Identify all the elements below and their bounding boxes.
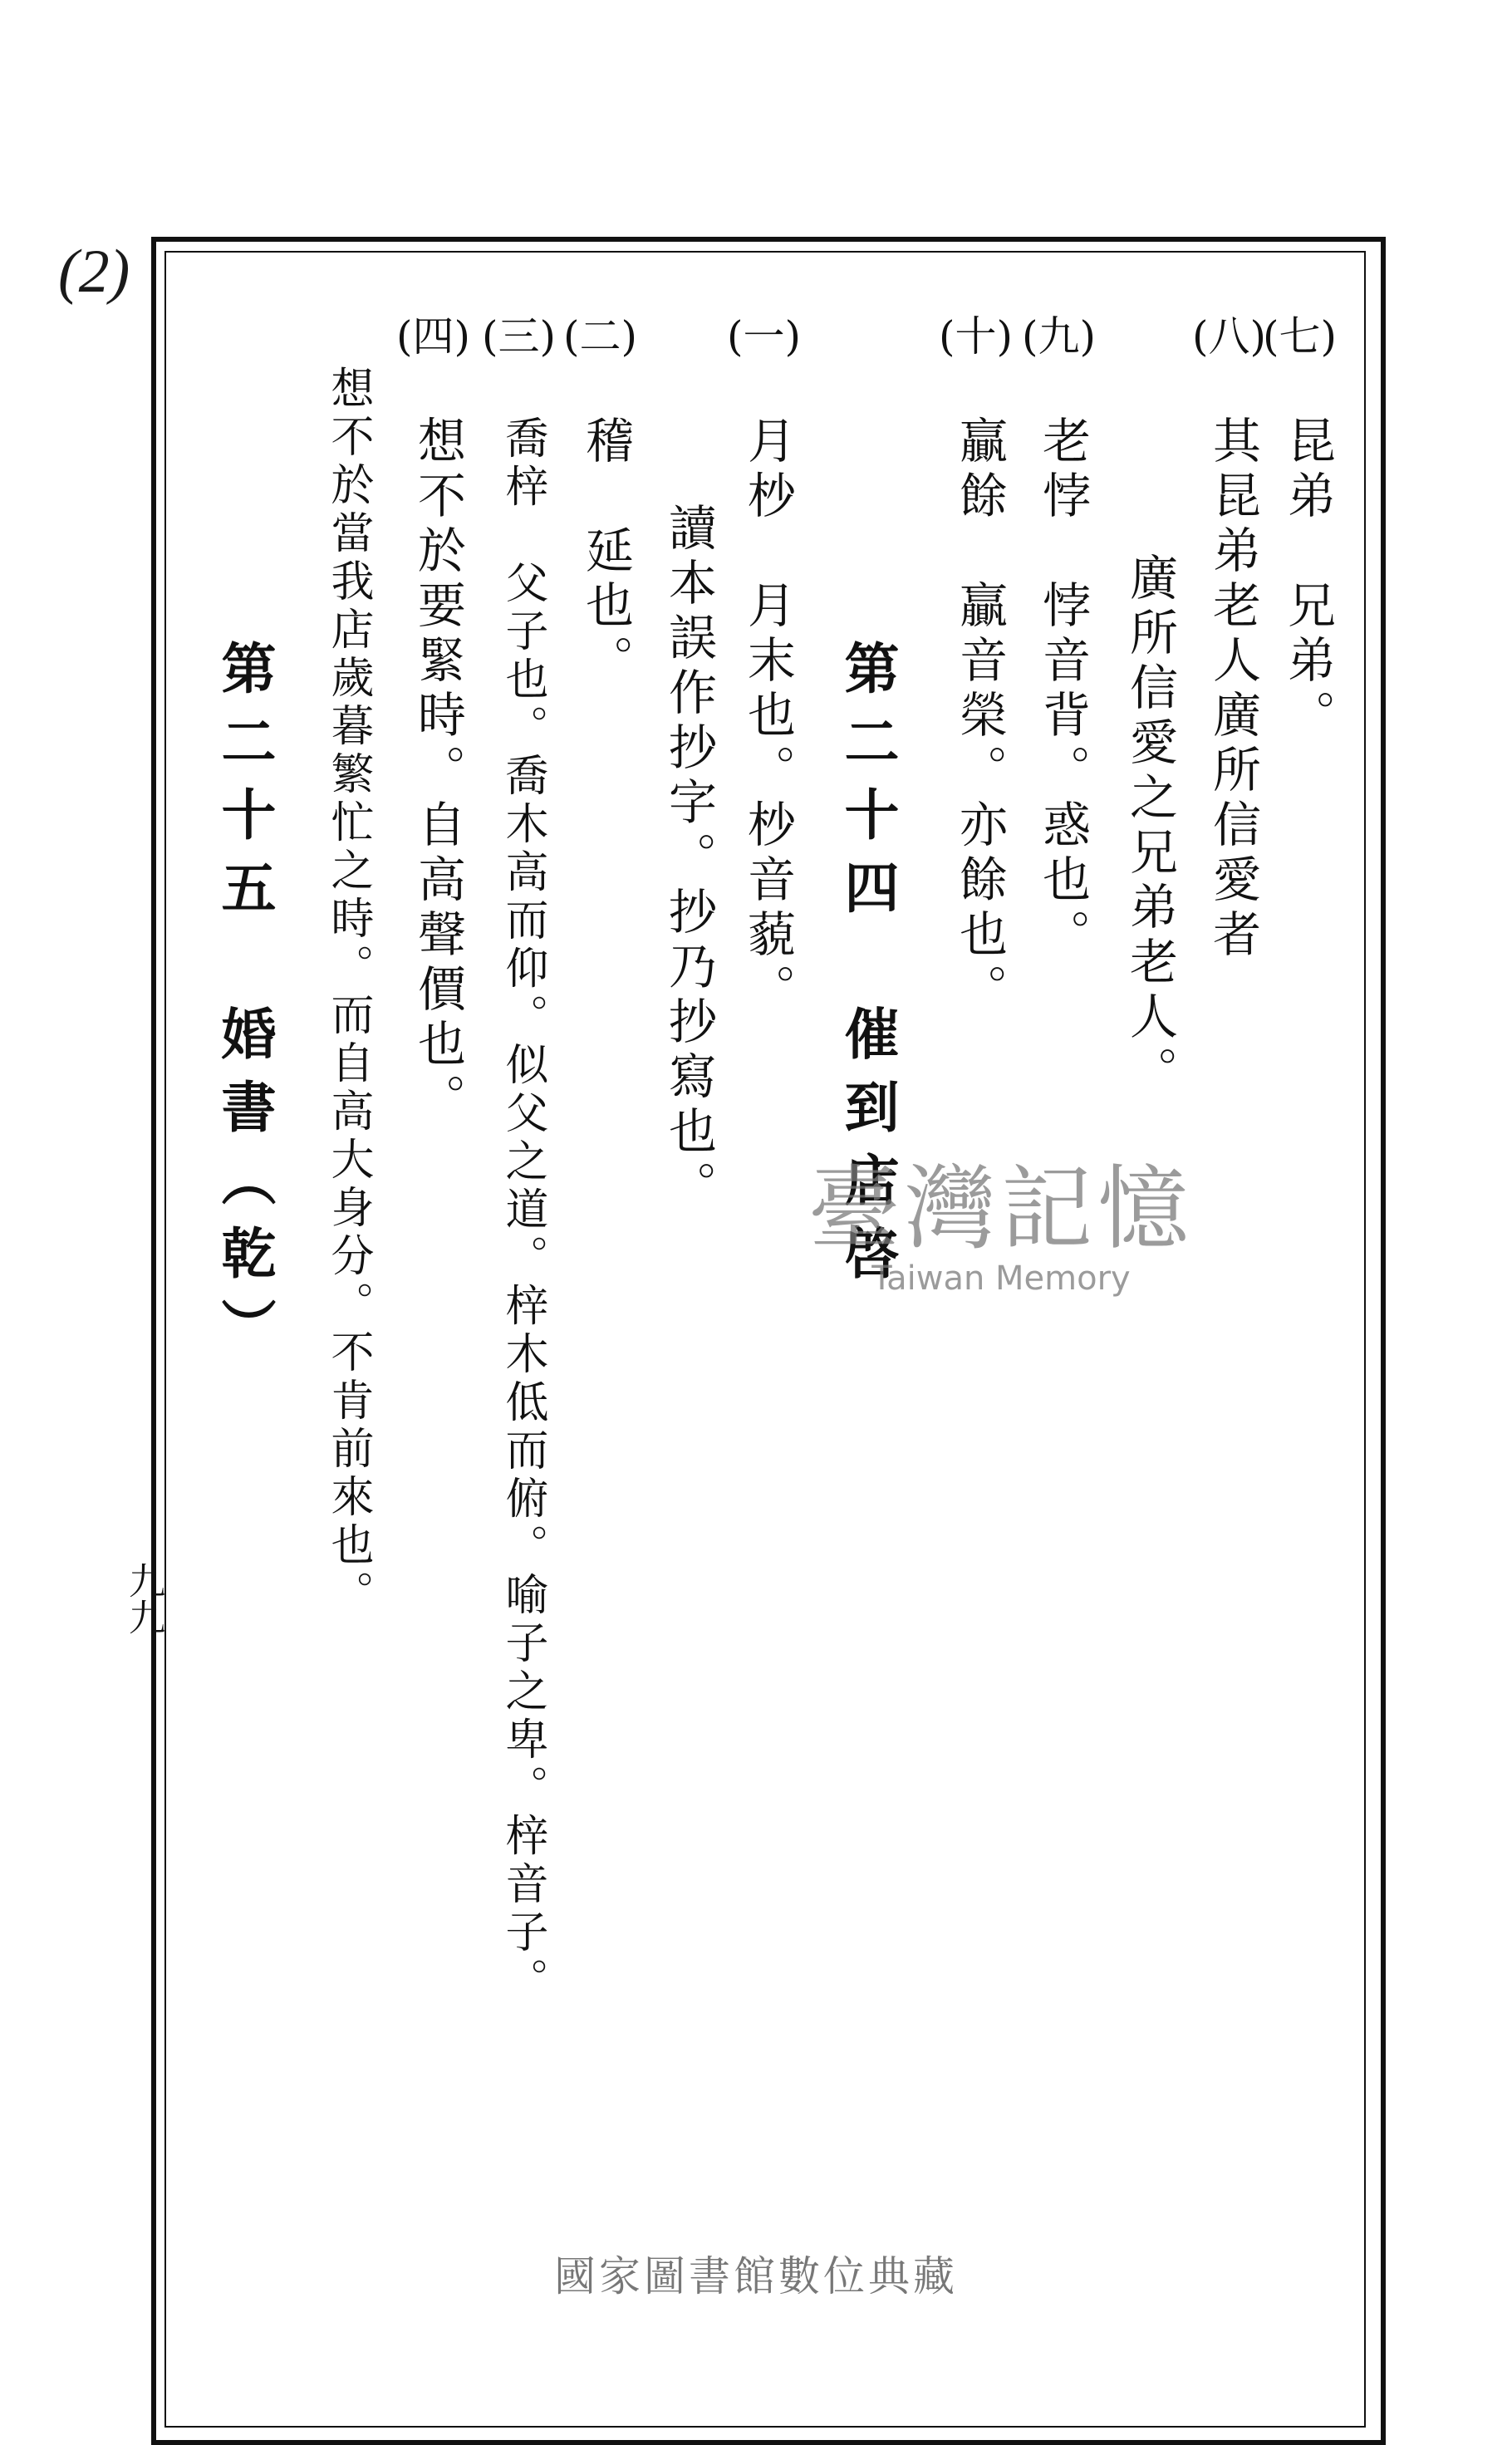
page-number: 九九 <box>122 1562 164 1635</box>
note-number: (三) <box>482 312 557 361</box>
footer-credit: 國家圖書館數位典藏 <box>554 2252 958 2300</box>
note-text: 稽 延也。 <box>577 415 634 690</box>
note-number: (二) <box>563 312 638 361</box>
note-text: 贏餘 贏音榮。亦餘也。 <box>951 415 1008 1019</box>
note-number: (九) <box>1022 312 1097 361</box>
note-text: 廣所信愛之兄弟老人。 <box>1122 552 1178 1101</box>
lesson-heading: 第二十四 催到店啓 <box>835 640 899 1298</box>
note-number: (四) <box>396 312 471 361</box>
note-number: (十) <box>939 312 1014 361</box>
watermark-caption: Taiwan Memory <box>871 1259 1131 1298</box>
note-text: 想不於要緊時。自高聲價也。 <box>410 415 466 1128</box>
note-text: 月杪 月末也。杪音藐。 <box>739 415 796 1019</box>
note-text: 老悖 悖音背。惑也。 <box>1034 415 1091 964</box>
watermark-text: 臺灣記憶 <box>808 1156 1194 1262</box>
page-mark: (2) <box>58 238 130 306</box>
note-text: 讀本誤作抄字。抄乃抄寫也。 <box>660 503 717 1215</box>
note-text: 喬梓 父子也。喬木高而仰。似父之道。梓木低而俯。喻子之卑。梓音子。 <box>498 415 547 2006</box>
note-number: (七) <box>1263 312 1338 361</box>
note-number: (一) <box>727 312 802 361</box>
watermark <box>752 1156 1250 1298</box>
note-text: 昆弟 兄弟。 <box>1279 415 1336 744</box>
lesson-heading: 第二十五 婚書（乾） <box>212 640 276 1371</box>
note-number: (八) <box>1192 312 1267 361</box>
note-text: 其昆弟老人廣所信愛者 <box>1205 415 1261 964</box>
note-text: 想不於當我店歲暮繁忙之時。而自高大身分。不肯前來也。 <box>323 366 373 1618</box>
